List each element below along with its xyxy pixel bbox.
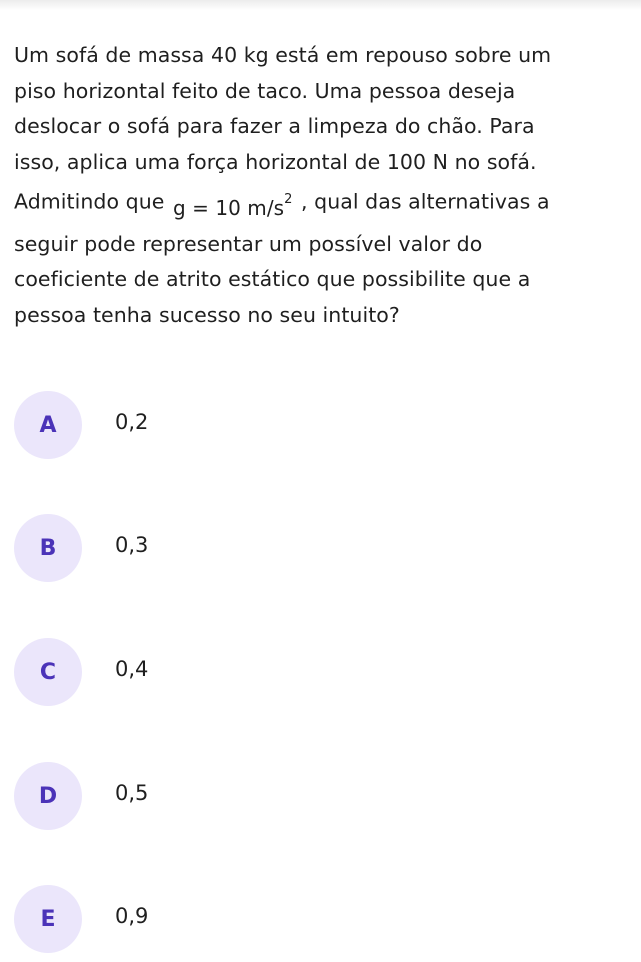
option-value: 0,5 bbox=[115, 781, 149, 805]
question-line: seguir pode representar um possível valor do bbox=[14, 231, 483, 256]
option-value: 0,2 bbox=[115, 410, 149, 434]
option-value: 0,4 bbox=[115, 657, 149, 681]
option-a[interactable] bbox=[14, 391, 374, 463]
question-line: isso, aplica uma força horizontal de 100 N no sofá. bbox=[14, 149, 537, 174]
question-line: deslocar o sofá para fazer a limpeza do chão. Para bbox=[14, 114, 535, 139]
formula-exponent: 2 bbox=[284, 192, 293, 208]
option-b[interactable] bbox=[14, 514, 374, 586]
question-text-segment: Admitindo que bbox=[14, 190, 165, 215]
question-text bbox=[14, 38, 629, 333]
question-text-segment: , qual das alternativas a bbox=[301, 190, 550, 215]
option-value: 0,3 bbox=[115, 533, 149, 557]
question-line: coeficiente de atrito estático que possibilite que a bbox=[14, 267, 531, 292]
option-letter-badge: A bbox=[14, 391, 82, 459]
question-line: piso horizontal feito de taco. Uma pessoa deseja bbox=[14, 78, 516, 103]
option-letter-badge: B bbox=[14, 514, 82, 582]
option-letter-badge: D bbox=[14, 762, 82, 830]
question-line: pessoa tenha sucesso no seu intuito? bbox=[14, 302, 400, 327]
option-e[interactable] bbox=[14, 885, 374, 957]
top-bar-shadow bbox=[0, 0, 641, 10]
question-line: Um sofá de massa 40 kg está em repouso sobre um bbox=[14, 43, 552, 67]
formula-base: g = 10 m/s bbox=[172, 196, 285, 221]
option-letter-badge: C bbox=[14, 638, 82, 706]
gravity-formula bbox=[171, 192, 294, 221]
question-line bbox=[14, 180, 629, 220]
option-c[interactable] bbox=[14, 638, 374, 710]
option-letter-badge: E bbox=[14, 885, 82, 953]
option-value: 0,9 bbox=[115, 904, 149, 928]
option-d[interactable] bbox=[14, 762, 374, 834]
